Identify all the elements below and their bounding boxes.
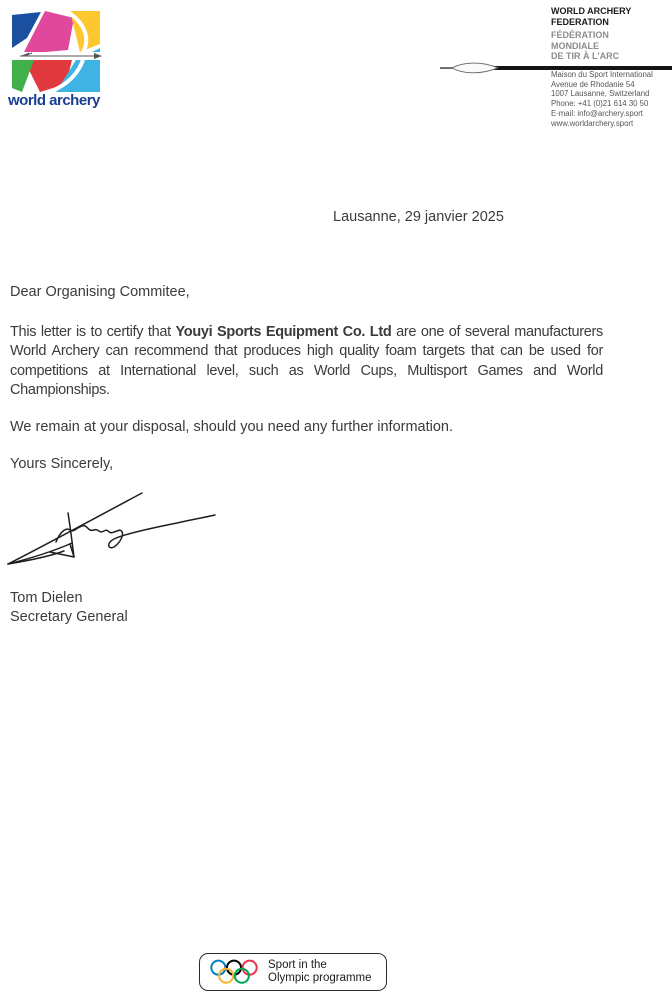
disposal-paragraph: We remain at your disposal, should you need any further information. <box>10 419 454 435</box>
signature-icon <box>2 485 222 580</box>
closing-line: Yours Sincerely, <box>10 456 114 472</box>
signer-title: Secretary General <box>10 608 128 625</box>
org-name-line: WORLD ARCHERY <box>551 6 632 16</box>
salutation: Dear Organising Commitee, <box>10 284 190 300</box>
org-name-french-block <box>551 30 631 62</box>
signer-name: Tom Dielen <box>10 590 83 606</box>
letterhead-address <box>551 70 653 128</box>
address-line: www.worldarchery.sport <box>551 118 634 128</box>
world-archery-logo-icon <box>10 10 102 96</box>
letterhead-org <box>551 6 631 62</box>
paragraph-text: This letter is to certify that <box>10 324 176 340</box>
address-line: Phone: +41 (0)21 614 30 50 <box>551 99 649 109</box>
badge-text <box>268 959 372 986</box>
badge-text-line: Sport in the <box>268 958 327 971</box>
dateline: Lausanne, 29 janvier 2025 <box>333 209 504 225</box>
olympic-programme-badge <box>199 953 387 991</box>
org-name-french-line: FÉDÉRATION <box>551 30 609 40</box>
address-line: E-mail: info@archery.sport <box>551 108 643 118</box>
olympic-rings-icon <box>209 959 259 986</box>
org-name-french-line: DE TIR À L'ARC <box>551 51 620 61</box>
logo-wordmark: world archery <box>8 92 100 109</box>
org-name-french-line: MONDIALE <box>551 40 599 51</box>
address-line: Maison du Sport International <box>551 70 653 79</box>
certification-paragraph <box>10 323 603 400</box>
company-name: Youyi Sports Equipment Co. Ltd <box>175 324 392 340</box>
badge-text-line: Olympic programme <box>268 972 372 984</box>
org-name-block <box>551 6 631 27</box>
address-line: Avenue de Rhodanie 54 <box>551 79 635 89</box>
paragraph-text: are one of several manufacturers World Archery can recommend that produces high quality foam targets that can be used for competitions at International level, such as World Cups, Multisport Games and World Championships. <box>10 324 603 398</box>
address-line: 1007 Lausanne, Switzerland <box>551 89 650 99</box>
org-name-line: FEDERATION <box>551 16 609 27</box>
signature-block <box>10 589 128 626</box>
